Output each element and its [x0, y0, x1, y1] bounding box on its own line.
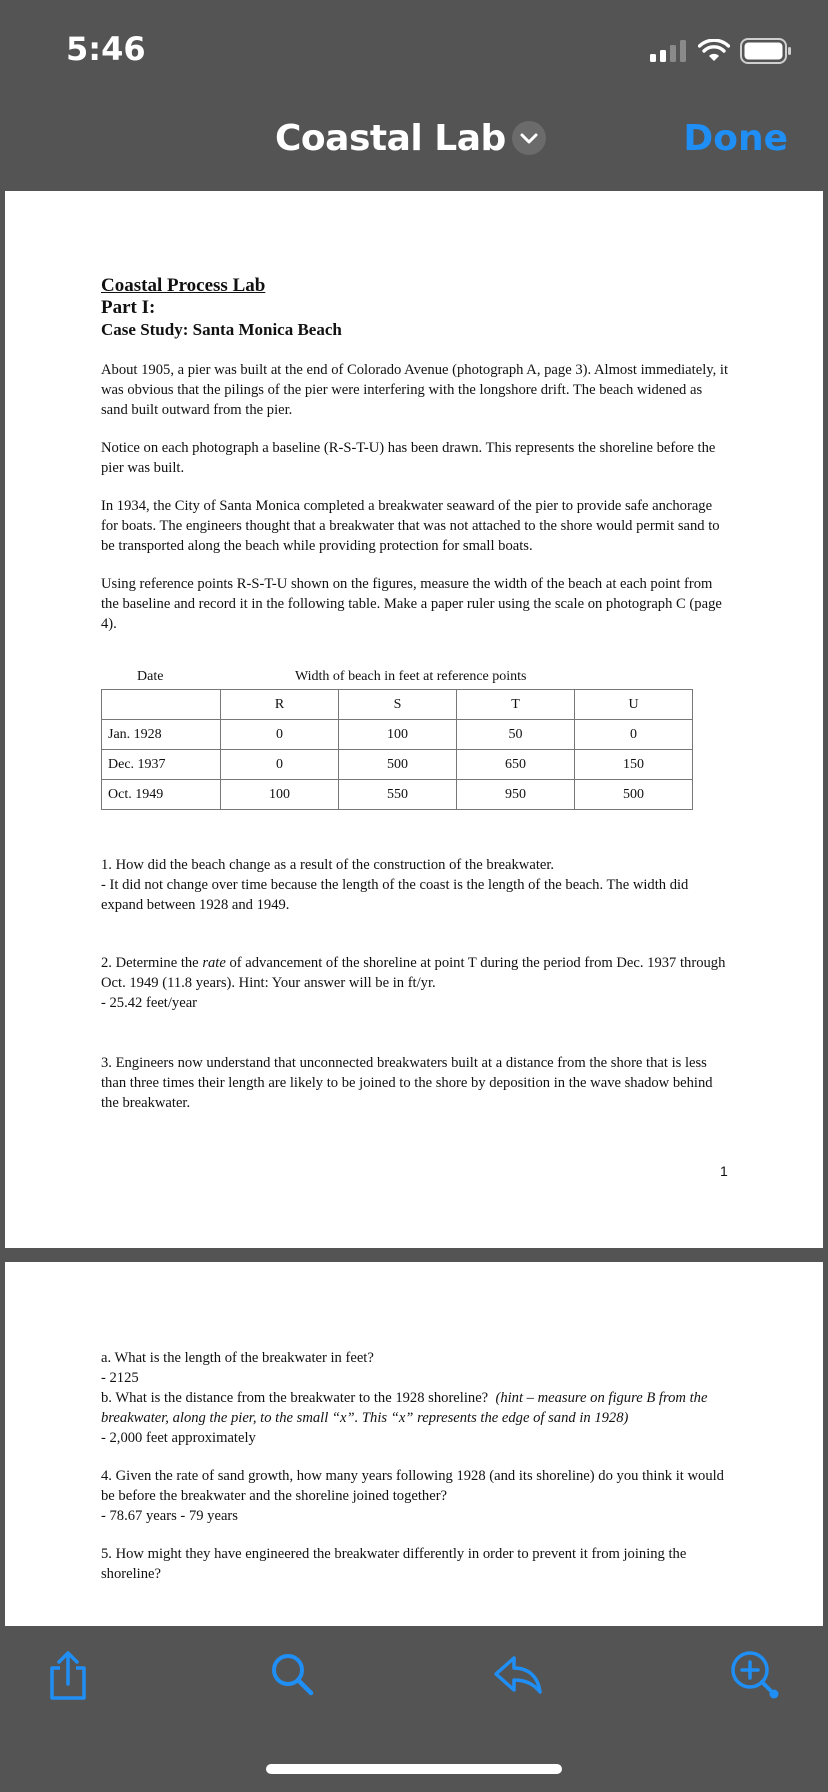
markup-pen-icon — [490, 1646, 546, 1702]
question-3a: a. What is the length of the breakwater in feet? — [101, 1350, 374, 1366]
search-icon — [264, 1646, 320, 1702]
share-button[interactable] — [40, 1646, 96, 1702]
answer-2: - 25.42 feet/year — [101, 995, 198, 1011]
table-column-header: R — [221, 690, 339, 720]
table-cell: 0 — [221, 750, 339, 780]
page-number: 1 — [720, 1163, 728, 1179]
home-indicator[interactable] — [266, 1764, 562, 1774]
table-cell: 950 — [457, 780, 575, 810]
intro-paragraph-4: Using reference points R-S-T-U shown on the figures, measure the width of the beach at each point from the baseline and record it in the following table. Make a paper ruler using the scale on photograph C (page 4). — [101, 576, 722, 632]
question-2-start: 2. Determine the — [101, 955, 203, 971]
table-date-cell: Dec. 1937 — [102, 750, 221, 780]
part-heading: Part I: — [101, 297, 156, 318]
intro-paragraph-1: About 1905, a pier was built at the end of Colorado Avenue (photograph A, page 3). Almost immediately, it was obvious that the pilings of the pier were interfering with the longshore drift. The beach widened as sand built outward from the pier. — [101, 362, 729, 418]
table-column-header: S — [339, 690, 457, 720]
table-width-header: Width of beach in feet at reference points — [295, 669, 527, 684]
question-2-emphasis: rate — [202, 955, 226, 971]
question-4: 4. Given the rate of sand growth, how many years following 1928 (and its shoreline) do you think it would be before the breakwater and the shoreline joined together? — [101, 1468, 724, 1504]
answer-4: - 78.67 years - 79 years — [101, 1508, 238, 1524]
case-study-heading: Case Study: Santa Monica Beach — [101, 320, 342, 339]
question-2 — [101, 953, 731, 993]
status-bar — [0, 0, 828, 100]
table-date-cell: Jan. 1928 — [102, 720, 221, 750]
share-icon — [40, 1646, 96, 1702]
cellular-signal-icon — [650, 40, 688, 62]
beach-width-table — [101, 689, 693, 810]
zoom-in-icon — [726, 1646, 782, 1702]
lab-heading: Coastal Process Lab — [101, 275, 266, 296]
table-header-row — [102, 690, 693, 720]
markup-button[interactable] — [490, 1646, 546, 1702]
page-1-text — [101, 275, 731, 634]
search-button[interactable] — [264, 1646, 320, 1702]
answer-3b: - 2,000 feet approximately — [101, 1430, 256, 1446]
table-cell: 550 — [339, 780, 457, 810]
question-5: 5. How might they have engineered the breakwater differently in order to prevent it from joining the shoreline? — [101, 1546, 687, 1582]
question-3b-hint: (hint – measure on figure B from the breakwater, along the pier, to the small “x”. This “x” represents the edge of sand in 1928) — [101, 1390, 708, 1426]
wifi-icon — [698, 39, 730, 63]
table-date-header: Date — [137, 669, 164, 684]
status-time: 5:46 — [66, 30, 146, 68]
question-3b — [101, 1388, 731, 1428]
table-row — [102, 780, 693, 810]
table-cell: 650 — [457, 750, 575, 780]
answer-3a: - 2125 — [101, 1370, 139, 1386]
table-date-cell: Oct. 1949 — [102, 780, 221, 810]
table-cell: 0 — [575, 720, 693, 750]
table-column-header: U — [575, 690, 693, 720]
chevron-down-icon — [512, 121, 546, 155]
table-cell: 500 — [575, 780, 693, 810]
table-cell — [102, 690, 221, 720]
question-1: 1. How did the beach change as a result of the construction of the breakwater. — [101, 857, 555, 873]
table-row — [102, 750, 693, 780]
zoom-button[interactable] — [726, 1646, 782, 1702]
table-cell: 100 — [339, 720, 457, 750]
table-cell: 500 — [339, 750, 457, 780]
page-2-text — [101, 1348, 731, 1584]
battery-icon — [740, 38, 792, 64]
table-row — [102, 720, 693, 750]
table-cell: 50 — [457, 720, 575, 750]
done-button[interactable]: Done — [683, 118, 788, 159]
document-page-1 — [5, 191, 823, 1248]
intro-paragraph-3: In 1934, the City of Santa Monica completed a breakwater seaward of the pier to provide safe anchorage for boats. The engineers thought that a breakwater that was not attached to the shore would permit sand to be transported along the beach while providing protection for small boats. — [101, 498, 720, 554]
intro-paragraph-2: Notice on each photograph a baseline (R-S-T-U) has been drawn. This represents the shoreline before the pier was built. — [101, 440, 716, 476]
question-2-end: of advancement of the shoreline at point T during the period from Dec. 1937 through Oct. 1949 (11.8 years). Hint: Your answer will be in ft/yr. — [101, 955, 726, 991]
answer-1: - It did not change over time because the length of the coast is the length of the beach. The width did expand between 1928 and 1949. — [101, 877, 689, 913]
document-page-2 — [5, 1262, 823, 1626]
questions-section — [101, 855, 731, 1113]
document-title[interactable]: Coastal Lab — [275, 118, 506, 159]
title-menu-button[interactable] — [512, 121, 546, 155]
table-cell: 150 — [575, 750, 693, 780]
table-cell: 100 — [221, 780, 339, 810]
question-3b-text: b. What is the distance from the breakwater to the 1928 shoreline? — [101, 1390, 489, 1406]
table-column-header: T — [457, 690, 575, 720]
status-icons — [650, 38, 792, 64]
question-3: 3. Engineers now understand that unconnected breakwaters built at a distance from the shore that is less than three times their length are likely to be joined to the shore by deposition in the wave shadow behind the breakwater. — [101, 1055, 713, 1111]
table-cell: 0 — [221, 720, 339, 750]
